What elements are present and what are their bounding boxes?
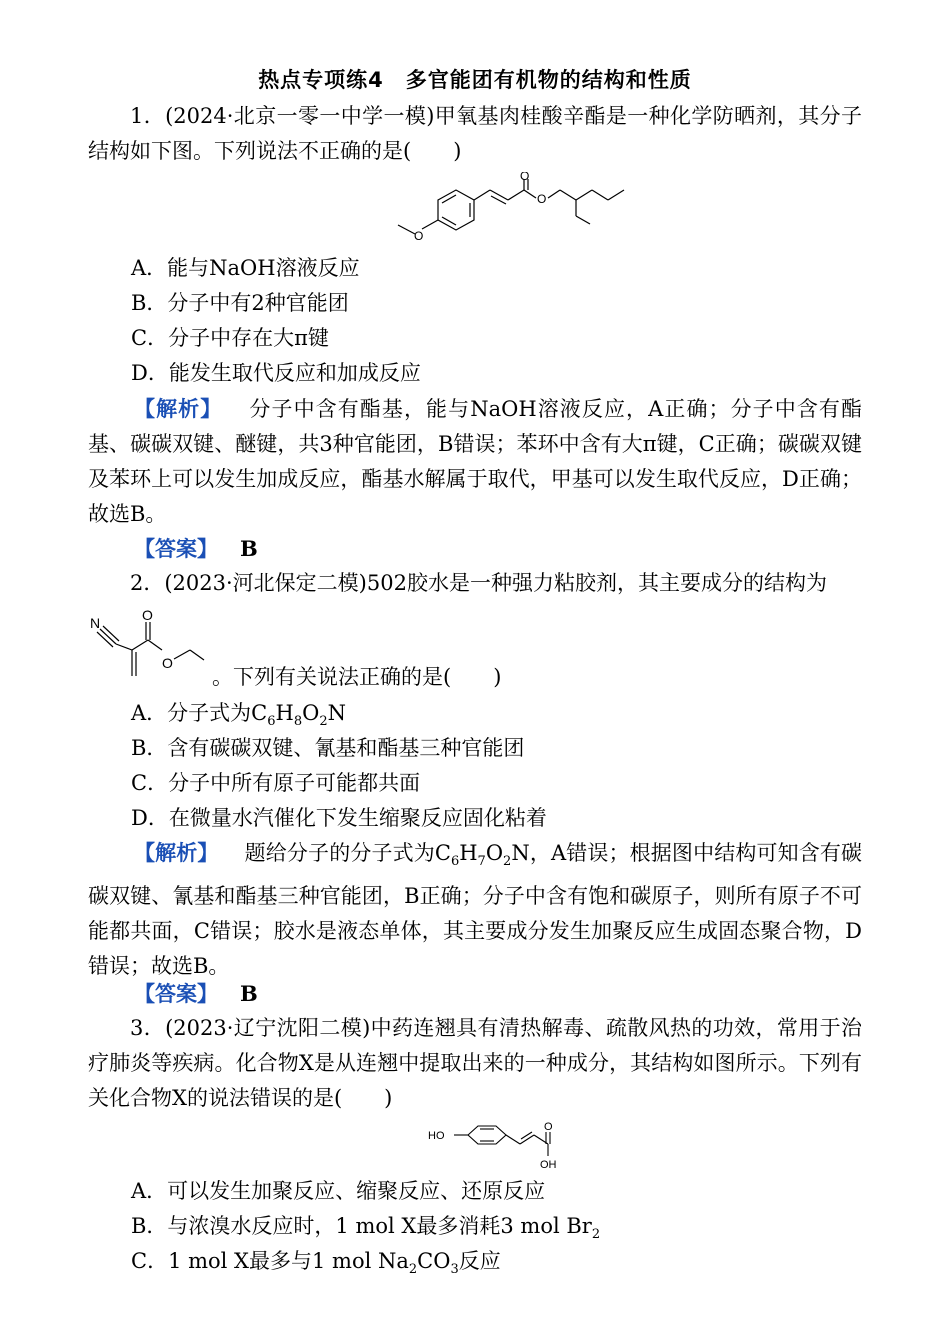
q3-molecule-structure	[428, 1116, 588, 1174]
q2-stem-line1: 2．(2023·河北保定二模)502胶水是一种强力粘胶剂，其主要成分的结构为	[130, 571, 827, 595]
q1-analysis-text: 分子中含有酯基，能与NaOH溶液反应，A正确；分子中含有酯基、碳碳双键、醚键，共3种官能团，B错误；苯环中含有大π键，C正确；碳碳双键及苯环上可以发生加成反应，酯基水解属于取代，甲基可以发生取代反应，D正确；故选B。	[88, 397, 863, 526]
q2-answer	[88, 976, 862, 1012]
q1-answer	[88, 531, 862, 567]
q3-stem: 3．(2023·辽宁沈阳二模)中药连翘具有清热解毒、疏散风热的功效，常用于治疗肺炎等疾病。化合物X是从连翘中提取出来的一种成分，其结构如图所示。下列有关化合物X的说法错误的是( )	[88, 1016, 862, 1110]
q1-answer-value: B	[240, 536, 258, 561]
q1-answer-tag: 【答案】	[134, 537, 218, 561]
q1-option-a: A．能与NaOH溶液反应	[131, 256, 360, 280]
q1-molecule-structure	[390, 172, 720, 247]
q2-option-b: B．含有碳碳双键、氰基和酯基三种官能团	[131, 736, 525, 760]
q2-answer-tag: 【答案】	[134, 982, 218, 1006]
q2-stem-line2: 。下列有关说法正确的是( )	[212, 665, 502, 689]
q1-mol-label-o-ester: O	[537, 192, 547, 206]
q2-analysis: 【解析】 题给分子的分子式为$C_6H_7O_2N$，A错误；根据图中结构可知含有碳碳双键、氰基和酯基三种官能团，B正确；分子中含有饱和碳原子，则所有原子不可能都共面，C错误；胶水是液态单体，其主要成分发生加聚反应生成固态聚合物，D错误；故选B。	[88, 841, 862, 979]
q3-mol-label-ho: HO	[428, 1130, 445, 1142]
q1-option-c: C．分子中存在大π键	[131, 326, 329, 350]
q2-mol-label-n: N	[90, 615, 101, 631]
q2-molecule-structure	[86, 604, 216, 684]
q1-mol-label-o-ether: O	[414, 229, 424, 243]
q1-option-d: D．能发生取代反应和加成反应	[131, 361, 421, 385]
q2-option-d: D．在微量水汽催化下发生缩聚反应固化粘着	[131, 806, 547, 830]
q2-option-a: A．分子式为$C_6H_8O_2N$	[131, 701, 346, 730]
q1-stem: 1．(2024·北京一零一中学一模)甲氧基肉桂酸辛酯是一种化学防晒剂，其分子结构如下图。下列说法不正确的是( )	[88, 104, 862, 163]
q3-option-a: A．可以发生加聚反应、缩聚反应、还原反应	[131, 1179, 546, 1203]
q2-option-c: C．分子中所有原子可能都共面	[131, 771, 421, 795]
q2-mol-label-o-top: O	[142, 607, 153, 623]
q3-mol-label-o: O	[544, 1121, 553, 1133]
q3-option-b: B．与浓溴水反应时，1 mol X最多消耗3 mol $Br_2$	[131, 1214, 601, 1243]
q1-analysis	[88, 392, 862, 532]
q3-option-c: C．1 mol X最多与1 mol $Na_2CO_3$反应	[131, 1249, 501, 1278]
page-title: 热点专项练4 多官能团有机物的结构和性质	[258, 68, 692, 92]
q1-option-b: B．分子中有2种官能团	[131, 291, 349, 315]
q2-mol-label-o-mid: O	[162, 655, 173, 671]
q2-answer-value: B	[240, 981, 258, 1006]
q3-mol-label-oh: OH	[540, 1159, 557, 1171]
q1-mol-label-o-top: O	[520, 172, 530, 183]
q1-analysis-tag: 【解析】	[134, 397, 223, 421]
q2-analysis-tag: 【解析】	[134, 841, 219, 865]
